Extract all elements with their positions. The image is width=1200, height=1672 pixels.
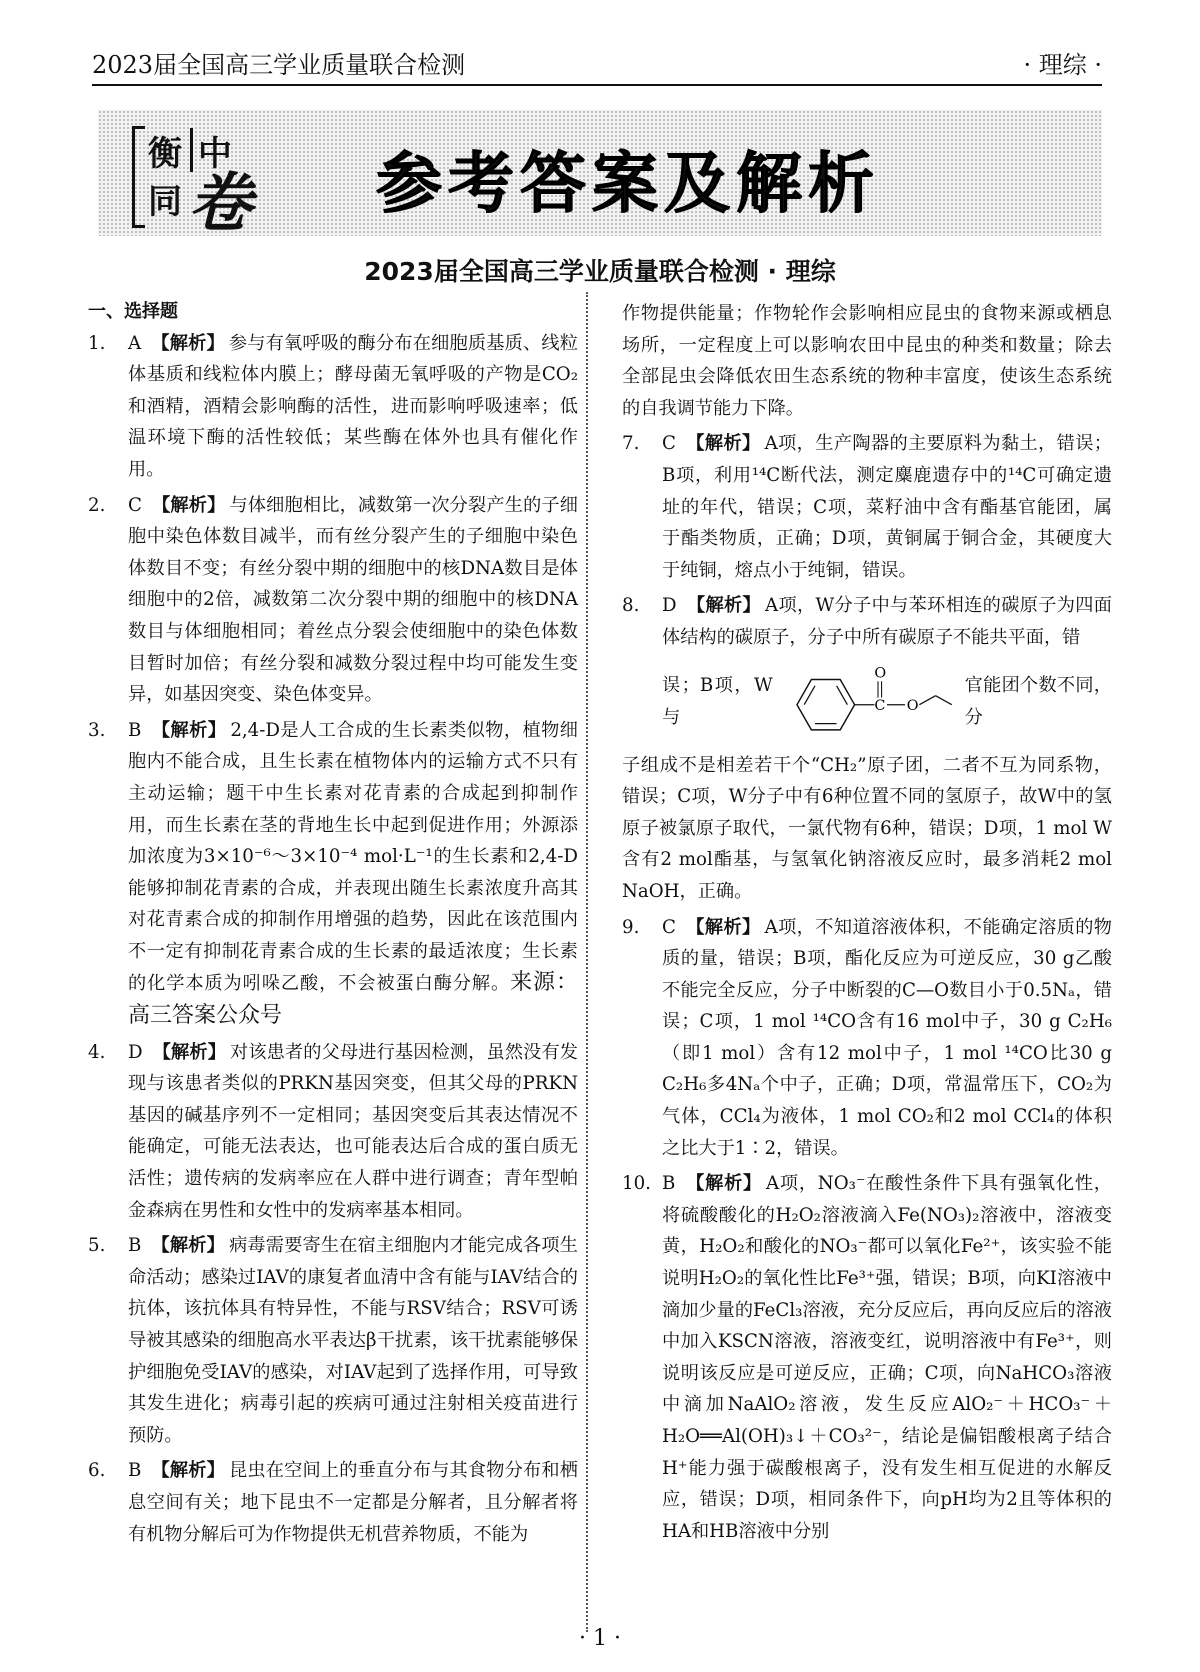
- item-text: 对该患者的父母进行基因检测，虽然没有发现与该患者类似的PRKN基因突变，但其父母的PRKN基因的碱基序列不一定相同；基因突变后其表达情况不能确定，可能无法表达，也可能表达后合成的蛋白质无活性；遗传病的发病率应在人群中进行调查；青年型帕金森病在男性和女性中的发病率基本相同。: [128, 1041, 578, 1221]
- header-left: 2023届全国高三学业质量联合检测: [92, 51, 466, 79]
- item-number: 1.: [88, 332, 106, 354]
- banner-title: 参考答案及解析: [376, 145, 880, 222]
- running-header: [92, 40, 1102, 86]
- item-tag: 【解析】: [151, 1235, 226, 1257]
- item-text: A项，W分子中与苯环相连的碳原子为四面体结构的碳原子，分子中所有碳原子不能共平面，错: [662, 595, 1112, 648]
- oxygen-label: O: [906, 697, 919, 714]
- item-answer: B: [128, 1460, 142, 1482]
- carbon-label: C: [874, 697, 886, 714]
- logo-char-zhong: 中: [198, 134, 232, 174]
- item-answer: C: [662, 916, 676, 938]
- item-number: 10.: [622, 1173, 651, 1195]
- item-number: 5.: [88, 1235, 106, 1257]
- answer-item-7: [622, 428, 1112, 586]
- section-title: 一、选择题: [88, 301, 178, 322]
- item-tag: 【解析】: [686, 595, 761, 617]
- logo-char-heng: 衡: [148, 134, 182, 174]
- page-number: · 1 ·: [579, 1626, 621, 1651]
- item-8-rest: 子组成不是相差若干个“CH₂”原子团，二者不互为同系物，错误；C项，W分子中有6种位置不同的氢原子，故W中的氢原子被氯原子取代，一氯代物有6种，错误；D项，1 mol W含有2 mol酯基，与氢氧化钠溶液反应时，最多消耗2 mol NaOH，正确。: [622, 754, 1112, 902]
- header-right: · 理综 ·: [1023, 51, 1102, 79]
- item-answer: B: [128, 719, 142, 741]
- answer-item-2: [88, 490, 578, 711]
- item-answer: C: [662, 433, 676, 455]
- structure-line: [622, 654, 1112, 750]
- item-tag: 【解析】: [151, 494, 226, 516]
- item-number: 6.: [88, 1460, 106, 1482]
- item-answer: A: [128, 332, 142, 354]
- answer-item-9: [622, 912, 1112, 1165]
- item-text: 病毒需要寄生在宿主细胞内才能完成各项生命活动；感染过IAV的康复者血清中含有能与IAV结合的抗体，该抗体具有特异性，不能与RSV结合；RSV可诱导被其感染的细胞高水平表达β干扰素，该干扰素能够保护细胞免受IAV的感染，对IAV起到了选择作用，可导致其发生进化；病毒引起的疾病可通过注射相关疫苗进行预防。: [128, 1235, 578, 1446]
- logo: [132, 126, 262, 241]
- item-text: 昆虫在空间上的垂直分布与其食物分布和栖息空间有关；地下昆虫不一定都是分解者，且分解者将有机物分解后可为作物提供无机营养物质，不能为: [128, 1460, 578, 1545]
- item-tag: 【解析】: [685, 433, 761, 455]
- item-tag: 【解析】: [151, 332, 225, 354]
- answer-item-5: [88, 1230, 578, 1451]
- item-number: 2.: [88, 494, 106, 516]
- item-answer: C: [128, 494, 142, 516]
- logo-char-juan: 卷: [188, 166, 252, 241]
- item-number: 8.: [622, 595, 640, 617]
- struct-text-before: 误；B项，W与: [662, 674, 773, 728]
- item-tag: 【解析】: [685, 916, 761, 938]
- item-answer: B: [128, 1235, 142, 1257]
- answer-item-6: [88, 1455, 578, 1550]
- item-answer: B: [662, 1173, 676, 1195]
- item-text: A项，NO₃⁻在酸性条件下具有强氧化性，将硫酸酸化的H₂O₂溶液滴入Fe(NO₃)₂溶液中，溶液变黄，H₂O₂和酸化的NO₃⁻都可以氧化Fe²⁺，该实验不能说明H₂O₂的氧化性比Fe³⁺强，错误；B项，向KI溶液中滴加少量的FeCl₃溶液，充分反应后，再向反应后的溶液中加入KSCN溶液，溶液变红，说明溶液中有Fe³⁺，则说明该反应是可逆反应，正确；C项，向NaHCO₃溶液中滴加NaAlO₂溶液，发生反应AlO₂⁻＋HCO₃⁻＋H₂O══Al(OH)₃↓＋CO₃²⁻，结论是偏铝酸根离子结合H⁺能力强于碳酸根离子，没有发生相互促进的水解反应，错误；D项，相同条件下，向pH均为2且等体积的HA和HB溶液中分别: [662, 1173, 1112, 1542]
- title-banner: [98, 110, 1102, 241]
- item-text: 参与有氧呼吸的酶分布在细胞质基质、线粒体基质和线粒体内膜上；酵母菌无氧呼吸的产物是CO₂和酒精，酒精会影响酶的活性，进而影响呼吸速率；低温环境下酶的活性较低；某些酶在体外也具有催化作用。: [128, 332, 578, 480]
- item-tag: 【解析】: [685, 1173, 762, 1195]
- struct-text-after: 官能团个数不同，分: [964, 674, 1112, 728]
- answer-item-4: [88, 1037, 578, 1227]
- right-column: [622, 298, 1112, 1551]
- page-subtitle: 2023届全国高三学业质量联合检测 · 理综: [364, 257, 836, 286]
- item-8-head: [622, 590, 1112, 653]
- item-number: 9.: [622, 916, 640, 938]
- item-number: 4.: [88, 1041, 106, 1063]
- answer-item-1: [88, 328, 578, 486]
- item-number: 3.: [88, 719, 106, 741]
- item-tag: 【解析】: [151, 1460, 226, 1482]
- item-answer: D: [662, 595, 677, 617]
- oxygen-label: O: [874, 665, 886, 682]
- item-text: 2,4-D是人工合成的生长素类似物，植物细胞内不能合成，且生长素在植物体内的运输方式不只有主动运输；题干中生长素对花青素的合成起到抑制作用，而生长素在茎的背地生长中起到促进作用；外源添加浓度为3×10⁻⁶～3×10⁻⁴ mol·L⁻¹的生长素和2,4-D能够抑制花青素的合成，并表现出随生长素浓度升高其对花青素合成的抑制作用增强的趋势，因此在该范围内不一定有抑制花青素合成的生长素的最适浓度；生长素的化学本质为吲哚乙酸，不会被蛋白酶分解。: [128, 719, 578, 995]
- benzene-ring: [797, 679, 855, 729]
- bond: [935, 695, 951, 704]
- left-column: [88, 296, 578, 1554]
- item-tag: 【解析】: [152, 1041, 227, 1063]
- logo-char-tong: 同: [148, 182, 182, 222]
- answer-item-10: [622, 1168, 1112, 1547]
- source-note: 来源：高三答案公众号: [128, 970, 578, 1029]
- item-6-continuation: 作物提供能量；作物轮作会影响相应昆虫的食物来源或栖息场所，一定程度上可以影响农田中昆虫的种类和数量；除去全部昆虫会降低农田生态系统的物种丰富度，使该生态系统的自我调节能力下降。: [622, 303, 1112, 419]
- bond: [919, 695, 935, 704]
- item-tag: 【解析】: [151, 719, 227, 741]
- answer-item-8: [622, 590, 1112, 907]
- ethyl-benzoate-structure: [779, 657, 959, 747]
- answer-item-3: [88, 715, 578, 1033]
- item-number: 7.: [622, 433, 640, 455]
- item-text: A项，生产陶器的主要原料为黏土，错误；B项，利用¹⁴C断代法，测定麋鹿遗存中的¹⁴C可确定遗址的年代，错误；C项，菜籽油中含有酯基官能团，属于酯类物质，正确；D项，黄铜属于铜合金，其硬度大于纯铜，熔点小于纯铜，错误。: [662, 433, 1112, 581]
- logo-bracket: [132, 126, 145, 228]
- item-text: 与体细胞相比，减数第一次分裂产生的子细胞中染色体数目减半，而有丝分裂产生的子细胞中染色体数目不变；有丝分裂中期的细胞中的核DNA数目是体细胞中的2倍，减数第二次分裂中期的细胞中的核DNA数目与体细胞相同；着丝点分裂会使细胞中的染色体数目暂时加倍；有丝分裂和减数分裂过程中均可能发生变异，如基因突变、染色体变异。: [128, 494, 578, 706]
- column-divider: [586, 292, 588, 1632]
- item-text: A项，不知道溶液体积，不能确定溶质的物质的量，错误；B项，酯化反应为可逆反应，30 g乙酸不能完全反应，分子中断裂的C—O数目小于0.5Nₐ，错误；C项，1 mol ¹⁴CO含有16 mol中子，30 g C₂H₆（即1 mol）含有12 mol中子，1 mol ¹⁴CO比30 g C₂H₆多4Nₐ个中子，正确；D项，常温常压下，CO₂为气体，CCl₄为液体，1 mol CO₂和2 mol CCl₄的体积之比大于1∶2，错误。: [662, 916, 1112, 1159]
- item-answer: D: [128, 1041, 143, 1063]
